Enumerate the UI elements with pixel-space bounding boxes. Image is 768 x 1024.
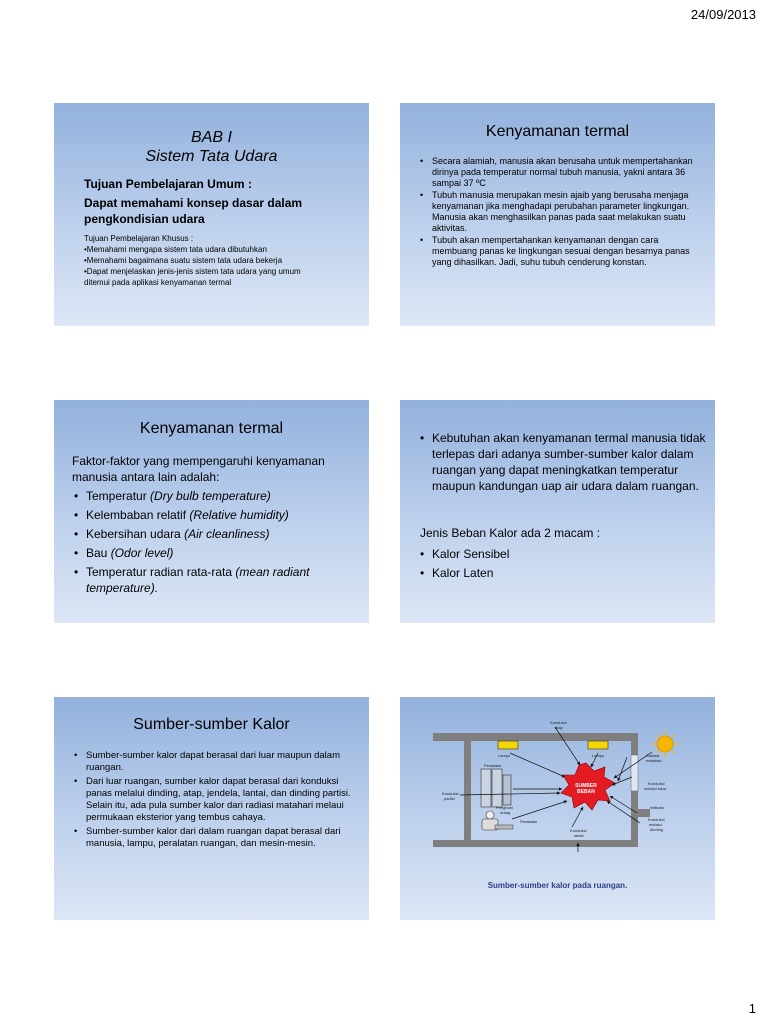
slide-bab-1 (54, 103, 369, 326)
label-infiltrasi: Infiltrasi (650, 805, 664, 810)
label-konduksi-lantai: Konduksi (570, 828, 587, 833)
kalor-type-list (418, 546, 509, 584)
equipment-cabinet (503, 775, 511, 805)
label-konduksi-atap-2: atap (555, 725, 563, 730)
label-konduksi-kaca: Konduksi (648, 781, 665, 786)
label-penghuni: Penghuni (496, 805, 513, 810)
bullet-list (418, 156, 703, 269)
lamp-left (498, 741, 518, 749)
factor-english: (Air cleanliness) (184, 527, 270, 541)
slide-title: Kenyamanan termal (139, 420, 284, 437)
factor-main: Kelembaban relatif (86, 508, 190, 522)
title-line-2: Sistem Tata Udara (145, 148, 278, 165)
bullet-item: • Dari luar ruangan, sumber kalor dapat berasal dari konduksi panas melalui dinding, atap, jendela, lantai, dan dinding partisi. Selain itu, ada pula sumber kalor dari radiasi matahari melaui permukaan eksterior yang tembus cahaya. (72, 776, 357, 824)
bullet-item: • Tubuh akan mempertahankan kenyamanan dengan cara membuang panas ke lingkungan sesuai dengan besarnya panas yang dihasilkan. Jadi, suhu tubuh cenderung konstan. (418, 235, 703, 268)
equipment-cabinet (492, 769, 502, 807)
factor-item (72, 545, 357, 561)
label-lampu-right: Lampu (592, 753, 605, 758)
label-konduksi-partisi-2: partisi (444, 796, 455, 801)
label-lampu-left: Lampu (498, 753, 511, 758)
slide-sumber-kalor (54, 697, 369, 920)
page-number: 1 (748, 1001, 756, 1016)
factor-item (72, 526, 357, 542)
bullet-item: • Tubuh manusia merupakan mesin ajaib yang berusaha menjaga kenyamanan jika menghadapi perubahan parameter lingkungan. Manusia akan menghasilkan panas pada saat melakukan suatu aktivitas. (418, 190, 703, 234)
factor-item (72, 488, 357, 504)
label-konduksi-atap: Konduksi (550, 720, 567, 725)
person-icon (486, 811, 494, 819)
label-konduksi-dinding: Konduksi (648, 817, 665, 822)
tpk-block (84, 233, 354, 288)
factor-main: Kebersihan udara (86, 527, 185, 541)
bullet-item: • Kebutuhan akan kenyamanan termal manusia tidak terlepas dari adanya sumber-sumber kalor dalam ruangan yang dapat meningkatkan temperatur maupun kandungan uap air udara dalam ruangan. (418, 430, 708, 494)
bullet-item: • Sumber-sumber kalor dapat berasal dari luar maupun dalam ruangan. (72, 750, 357, 774)
label-konduksi-dinding-2: melalui (649, 822, 662, 827)
label-konduksi-kaca-2: melalui kaca (644, 786, 667, 791)
tpk-item: ditemui pada aplikasi kenyamanan termal (84, 278, 232, 287)
tpu-text: Dapat memahami konsep dasar dalam pengkondisian udara (84, 196, 303, 226)
floor-wall (433, 840, 638, 847)
equipment-cabinet (481, 769, 491, 807)
label-peralatan-top: Peralatan (484, 763, 502, 768)
label-radiasi-2: matahari (646, 758, 662, 763)
tpk-item: •Memahami bagaimana suatu sistem tata udara bekerja (84, 256, 283, 265)
kalor-type-item: • Kalor Sensibel (418, 546, 509, 562)
slide-title: Kenyamanan termal (485, 123, 630, 140)
bullet-item: • Secara alamiah, manusia akan berusaha untuk mempertahankan dirinya pada temperatur normal tubuh manusia, yakni antara 36 sampai 37 ºC (418, 156, 703, 189)
label-radiasi: Radiasi (646, 753, 660, 758)
factor-item (72, 507, 357, 523)
slide-title: Sumber-sumber Kalor (133, 716, 290, 733)
factor-main: Temperatur radian rata-rata (86, 565, 236, 579)
label-konduksi-dinding-3: dinding (650, 827, 663, 832)
kalor-type-item: • Kalor Laten (418, 565, 509, 581)
roof-wall (433, 733, 638, 741)
factor-english: (Odor level) (110, 546, 174, 560)
factor-main: Bau (86, 546, 111, 560)
tpk-label: Tujuan Pembelajaran Khusus : (84, 234, 194, 243)
burst-label-1: SUMBER (575, 783, 597, 789)
lamp-right (588, 741, 608, 749)
slide-kebutuhan-kenyamanan (400, 400, 715, 623)
factor-english: (Dry bulb temperature) (150, 489, 271, 503)
diagram-caption: Sumber-sumber kalor pada ruangan. (487, 881, 628, 890)
slide-kenyamanan-termal-1 (400, 103, 715, 326)
desk (495, 825, 513, 829)
factor-english: (Relative humidity) (189, 508, 289, 522)
bullet-list (418, 430, 708, 494)
factor-english: (mean radiant temperature). (86, 565, 310, 595)
intro-text: Faktor-faktor yang mempengaruhi kenyamanan manusia antara lain adalah: (72, 454, 325, 484)
partition-wall (464, 733, 471, 847)
tpk-item: •Memahami mengapa sistem tata udara dibutuhkan (84, 245, 267, 254)
slide-heat-source-diagram (400, 697, 715, 920)
burst-label-2: BEBAN (577, 789, 595, 795)
window (631, 755, 638, 791)
tpk-item: •Dapat menjelaskan jenis-jenis sistem tata udara yang umum (84, 267, 301, 276)
label-peralatan-bottom: Peralatan (520, 819, 538, 824)
date: 24/09/2013 (690, 7, 756, 22)
tpu-label: Tujuan Pembelajaran Umum : (84, 177, 252, 191)
factor-list (72, 488, 357, 599)
wall-stub (638, 809, 650, 817)
label-konduksi-partisi: Konduksi (442, 791, 459, 796)
label-penghuni-2: orang (500, 810, 511, 815)
jenis-beban-label: Jenis Beban Kalor ada 2 macam : (420, 526, 601, 540)
bullet-list (72, 750, 357, 852)
label-konduksi-lantai-2: lantai (574, 833, 584, 838)
slide-title (54, 128, 369, 166)
bullet-item: • Sumber-sumber kalor dari dalam ruangan dapat berasal dari manusia, lampu, peralatan ruangan, dan mesin-mesin. (72, 826, 357, 850)
title-line-1: BAB I (191, 129, 232, 146)
factor-main: Temperatur (86, 489, 151, 503)
factor-item (72, 564, 357, 596)
slide-kenyamanan-termal-2 (54, 400, 369, 623)
